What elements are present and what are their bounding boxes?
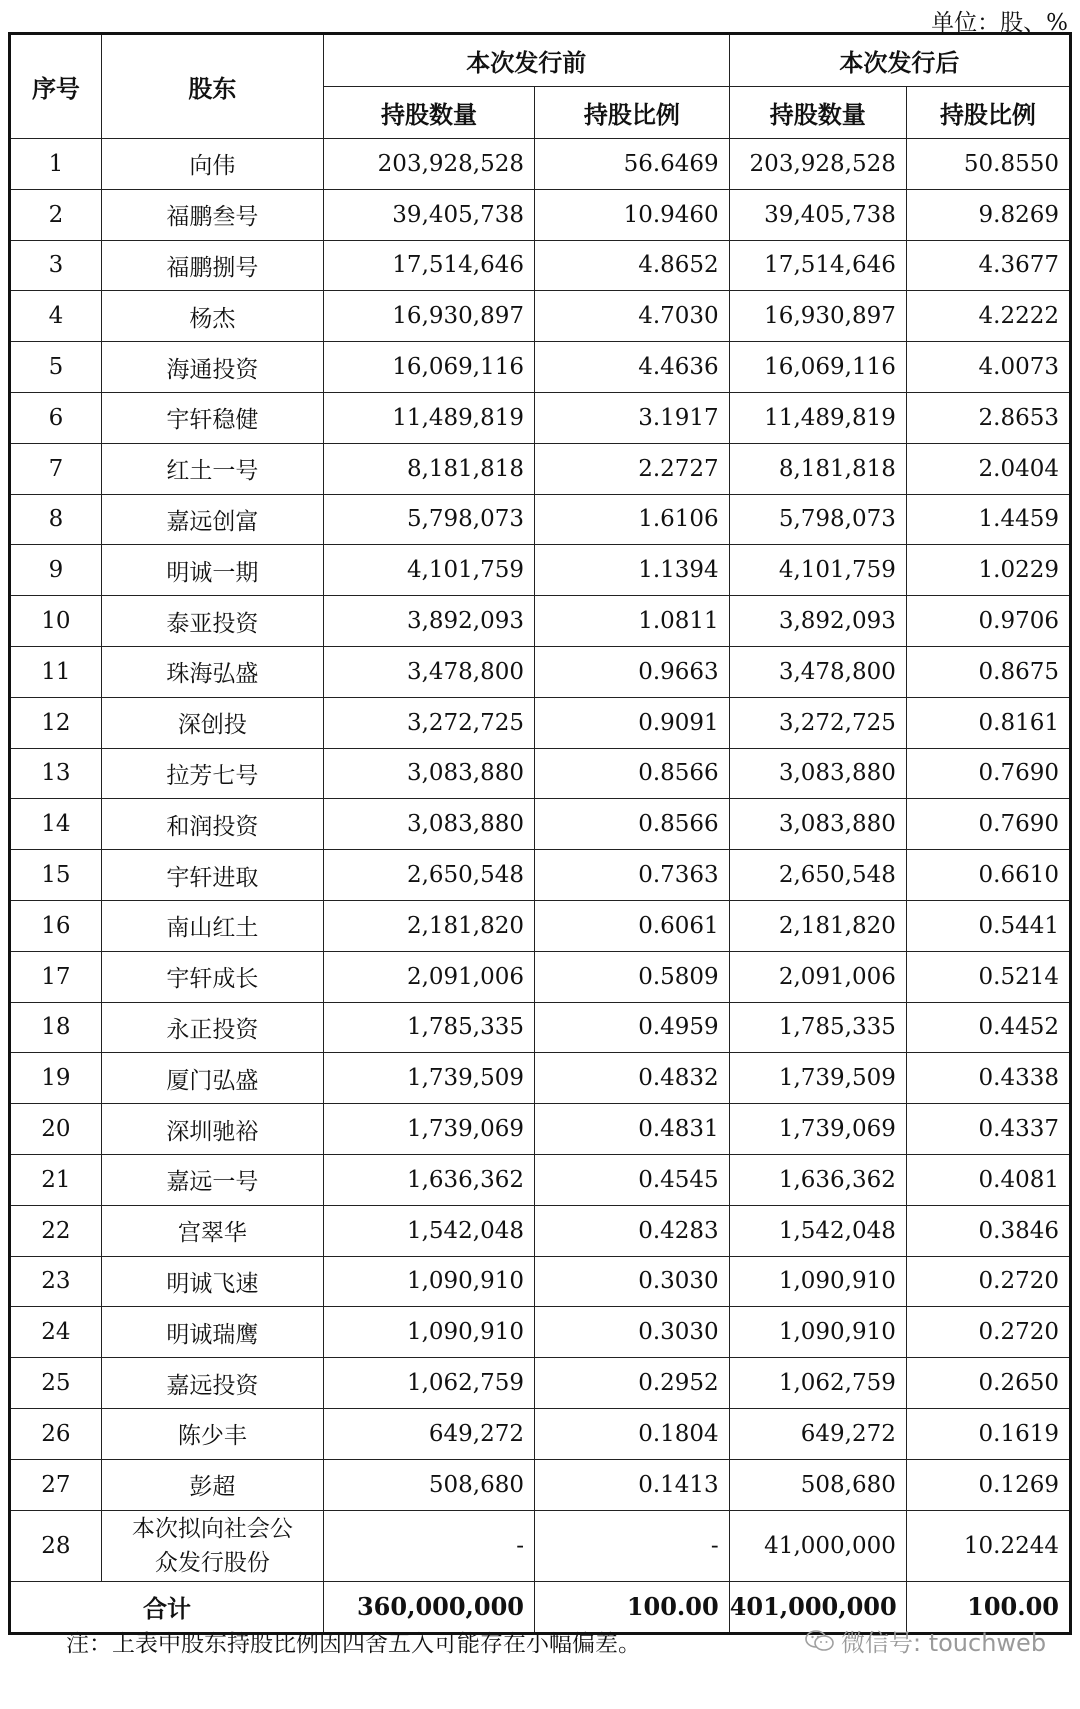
cell-no: 2 <box>10 189 102 240</box>
cell-after-shares: 41,000,000 <box>729 1510 906 1581</box>
table-row <box>10 1358 1071 1409</box>
cell-before-shares: 3,272,725 <box>323 697 534 748</box>
cell-before-shares: 1,785,335 <box>323 1002 534 1053</box>
cell-before-shares: 2,650,548 <box>323 850 534 901</box>
cell-holder: 明诚一期 <box>101 545 323 596</box>
cell-before-shares: 1,636,362 <box>323 1154 534 1205</box>
cell-after-shares: 1,090,910 <box>729 1307 906 1358</box>
cell-after-ratio: 0.3846 <box>906 1205 1070 1256</box>
footnote: 注：上表中股东持股比例因四舍五入可能存在小幅偏差。 <box>66 1631 641 1657</box>
table-row <box>10 342 1071 393</box>
cell-before-shares: 16,069,116 <box>323 342 534 393</box>
cell-after-ratio: 9.8269 <box>906 189 1070 240</box>
cell-before-ratio: 1.0811 <box>535 596 730 647</box>
cell-after-ratio: 4.0073 <box>906 342 1070 393</box>
cell-no: 12 <box>10 697 102 748</box>
table-row <box>10 139 1071 190</box>
cell-before-ratio: 1.6106 <box>535 494 730 545</box>
cell-after-shares: 1,636,362 <box>729 1154 906 1205</box>
table-row <box>10 392 1071 443</box>
cell-no: 9 <box>10 545 102 596</box>
cell-before-shares: 4,101,759 <box>323 545 534 596</box>
cell-before-shares: 1,739,069 <box>323 1104 534 1155</box>
cell-no: 26 <box>10 1408 102 1459</box>
cell-no: 22 <box>10 1205 102 1256</box>
cell-before-ratio: 1.1394 <box>535 545 730 596</box>
cell-after-shares: 2,091,006 <box>729 951 906 1002</box>
cell-before-shares: 508,680 <box>323 1459 534 1510</box>
cell-before-shares: 1,090,910 <box>323 1256 534 1307</box>
cell-after-shares: 8,181,818 <box>729 443 906 494</box>
cell-after-shares: 508,680 <box>729 1459 906 1510</box>
cell-no: 25 <box>10 1358 102 1409</box>
header-after-group: 本次发行后 <box>729 34 1070 87</box>
cell-before-shares: 203,928,528 <box>323 139 534 190</box>
cell-holder: 嘉远创富 <box>101 494 323 545</box>
cell-after-ratio: 0.5214 <box>906 951 1070 1002</box>
cell-before-ratio: 2.2727 <box>535 443 730 494</box>
cell-after-shares: 203,928,528 <box>729 139 906 190</box>
cell-before-ratio: 4.8652 <box>535 240 730 291</box>
cell-before-ratio: 0.4831 <box>535 1104 730 1155</box>
table-row <box>10 1205 1071 1256</box>
header-after-ratio: 持股比例 <box>906 87 1070 139</box>
cell-after-shares: 649,272 <box>729 1408 906 1459</box>
cell-before-shares: 1,090,910 <box>323 1307 534 1358</box>
cell-after-shares: 3,478,800 <box>729 646 906 697</box>
cell-before-ratio: 4.4636 <box>535 342 730 393</box>
total-before-shares: 360,000,000 <box>323 1581 534 1633</box>
wechat-icon <box>805 1629 835 1653</box>
total-before-ratio: 100.00 <box>535 1581 730 1633</box>
cell-before-ratio: 0.4832 <box>535 1053 730 1104</box>
cell-after-shares: 16,930,897 <box>729 291 906 342</box>
cell-after-shares: 1,062,759 <box>729 1358 906 1409</box>
cell-after-shares: 3,083,880 <box>729 799 906 850</box>
table-row <box>10 1002 1071 1053</box>
cell-holder: 明诚飞速 <box>101 1256 323 1307</box>
cell-holder: 陈少丰 <box>101 1408 323 1459</box>
cell-after-ratio: 0.4452 <box>906 1002 1070 1053</box>
cell-after-ratio: 0.8675 <box>906 646 1070 697</box>
total-label: 合计 <box>10 1581 324 1633</box>
cell-after-ratio: 1.0229 <box>906 545 1070 596</box>
cell-before-shares: 8,181,818 <box>323 443 534 494</box>
header-seq: 序号 <box>10 34 102 139</box>
cell-holder: 嘉远投资 <box>101 1358 323 1409</box>
cell-before-shares: 39,405,738 <box>323 189 534 240</box>
cell-before-ratio: 0.4545 <box>535 1154 730 1205</box>
header-before-group: 本次发行前 <box>323 34 729 87</box>
table-row-public-offering <box>10 1510 1071 1581</box>
cell-no: 5 <box>10 342 102 393</box>
cell-no: 19 <box>10 1053 102 1104</box>
cell-holder: 宇轩成长 <box>101 951 323 1002</box>
table-row <box>10 900 1071 951</box>
cell-before-ratio: - <box>535 1510 730 1581</box>
cell-after-shares: 3,083,880 <box>729 748 906 799</box>
cell-no: 6 <box>10 392 102 443</box>
cell-no: 21 <box>10 1154 102 1205</box>
cell-before-shares: 1,062,759 <box>323 1358 534 1409</box>
cell-before-shares: 3,892,093 <box>323 596 534 647</box>
cell-holder: 红土一号 <box>101 443 323 494</box>
cell-after-shares: 3,892,093 <box>729 596 906 647</box>
table-row <box>10 850 1071 901</box>
cell-holder: 珠海弘盛 <box>101 646 323 697</box>
cell-no: 1 <box>10 139 102 190</box>
cell-before-shares: 649,272 <box>323 1408 534 1459</box>
header-before-shares: 持股数量 <box>323 87 534 139</box>
cell-before-shares: 2,091,006 <box>323 951 534 1002</box>
cell-after-shares: 16,069,116 <box>729 342 906 393</box>
cell-before-ratio: 0.7363 <box>535 850 730 901</box>
cell-after-ratio: 2.8653 <box>906 392 1070 443</box>
cell-holder: 厦门弘盛 <box>101 1053 323 1104</box>
cell-no: 28 <box>10 1510 102 1581</box>
cell-no: 8 <box>10 494 102 545</box>
cell-after-ratio: 4.2222 <box>906 291 1070 342</box>
cell-after-shares: 1,542,048 <box>729 1205 906 1256</box>
cell-no: 18 <box>10 1002 102 1053</box>
cell-after-ratio: 0.5441 <box>906 900 1070 951</box>
table-row <box>10 1408 1071 1459</box>
cell-before-shares: 3,083,880 <box>323 799 534 850</box>
table-body <box>10 139 1071 1511</box>
cell-before-ratio: 56.6469 <box>535 139 730 190</box>
cell-before-ratio: 4.7030 <box>535 291 730 342</box>
header-after-shares: 持股数量 <box>729 87 906 139</box>
cell-after-ratio: 50.8550 <box>906 139 1070 190</box>
cell-after-ratio: 0.9706 <box>906 596 1070 647</box>
cell-before-ratio: 0.1413 <box>535 1459 730 1510</box>
table-row <box>10 951 1071 1002</box>
cell-before-shares: 3,478,800 <box>323 646 534 697</box>
cell-before-ratio: 0.4283 <box>535 1205 730 1256</box>
cell-no: 15 <box>10 850 102 901</box>
cell-before-ratio: 3.1917 <box>535 392 730 443</box>
table-row <box>10 799 1071 850</box>
cell-after-ratio: 0.1269 <box>906 1459 1070 1510</box>
table-row <box>10 189 1071 240</box>
total-after-ratio: 100.00 <box>906 1581 1070 1633</box>
cell-holder: 永正投资 <box>101 1002 323 1053</box>
table-row <box>10 1256 1071 1307</box>
cell-after-ratio: 2.0404 <box>906 443 1070 494</box>
table-row <box>10 443 1071 494</box>
cell-before-ratio: 0.2952 <box>535 1358 730 1409</box>
cell-no: 13 <box>10 748 102 799</box>
cell-no: 17 <box>10 951 102 1002</box>
cell-after-ratio: 0.7690 <box>906 799 1070 850</box>
cell-before-shares: 3,083,880 <box>323 748 534 799</box>
cell-holder: 拉芳七号 <box>101 748 323 799</box>
cell-after-shares: 11,489,819 <box>729 392 906 443</box>
cell-no: 7 <box>10 443 102 494</box>
cell-before-shares: 2,181,820 <box>323 900 534 951</box>
cell-holder: 嘉远一号 <box>101 1154 323 1205</box>
cell-before-shares: 5,798,073 <box>323 494 534 545</box>
cell-before-ratio: 0.4959 <box>535 1002 730 1053</box>
cell-after-shares: 1,739,509 <box>729 1053 906 1104</box>
table-row <box>10 1104 1071 1155</box>
cell-no: 14 <box>10 799 102 850</box>
cell-holder: 明诚瑞鹰 <box>101 1307 323 1358</box>
cell-after-shares: 1,090,910 <box>729 1256 906 1307</box>
cell-holder: 深创投 <box>101 697 323 748</box>
cell-no: 11 <box>10 646 102 697</box>
cell-after-shares: 4,101,759 <box>729 545 906 596</box>
cell-no: 24 <box>10 1307 102 1358</box>
table-row <box>10 646 1071 697</box>
cell-holder: 宇轩稳健 <box>101 392 323 443</box>
watermark-text: 微信号: touchweb <box>841 1629 1047 1657</box>
cell-no: 16 <box>10 900 102 951</box>
cell-holder <box>101 1510 323 1581</box>
cell-after-shares: 2,181,820 <box>729 900 906 951</box>
table-row <box>10 291 1071 342</box>
cell-after-ratio: 0.2650 <box>906 1358 1070 1409</box>
cell-after-ratio: 0.4081 <box>906 1154 1070 1205</box>
cell-holder: 宫翠华 <box>101 1205 323 1256</box>
table-row <box>10 596 1071 647</box>
cell-holder: 南山红土 <box>101 900 323 951</box>
cell-after-shares: 1,739,069 <box>729 1104 906 1155</box>
cell-no: 4 <box>10 291 102 342</box>
cell-after-ratio: 10.2244 <box>906 1510 1070 1581</box>
cell-after-ratio: 0.2720 <box>906 1307 1070 1358</box>
cell-holder: 福鹏叁号 <box>101 189 323 240</box>
cell-after-ratio: 0.8161 <box>906 697 1070 748</box>
cell-before-shares: 11,489,819 <box>323 392 534 443</box>
table-row <box>10 697 1071 748</box>
holder-line-2: 众发行股份 <box>154 1549 270 1576</box>
cell-after-shares: 5,798,073 <box>729 494 906 545</box>
cell-holder: 向伟 <box>101 139 323 190</box>
cell-before-shares: 17,514,646 <box>323 240 534 291</box>
cell-after-shares: 2,650,548 <box>729 850 906 901</box>
cell-holder: 彭超 <box>101 1459 323 1510</box>
table-row <box>10 494 1071 545</box>
watermark <box>805 1623 1046 1658</box>
table-row <box>10 1307 1071 1358</box>
cell-before-shares: - <box>323 1510 534 1581</box>
cell-holder: 福鹏捌号 <box>101 240 323 291</box>
cell-holder: 杨杰 <box>101 291 323 342</box>
table-row <box>10 1459 1071 1510</box>
cell-after-ratio: 0.1619 <box>906 1408 1070 1459</box>
total-after-shares: 401,000,000 <box>729 1581 906 1633</box>
cell-no: 23 <box>10 1256 102 1307</box>
cell-after-shares: 17,514,646 <box>729 240 906 291</box>
table-row <box>10 545 1071 596</box>
cell-before-ratio: 0.9663 <box>535 646 730 697</box>
header-holder: 股东 <box>101 34 323 139</box>
unit-label: 单位：股、% <box>931 10 1068 36</box>
table-row <box>10 1053 1071 1104</box>
cell-after-ratio: 0.4337 <box>906 1104 1070 1155</box>
cell-before-ratio: 10.9460 <box>535 189 730 240</box>
cell-after-shares: 3,272,725 <box>729 697 906 748</box>
cell-before-ratio: 0.8566 <box>535 748 730 799</box>
cell-after-ratio: 0.2720 <box>906 1256 1070 1307</box>
cell-after-ratio: 0.7690 <box>906 748 1070 799</box>
cell-before-ratio: 0.8566 <box>535 799 730 850</box>
cell-after-shares: 1,785,335 <box>729 1002 906 1053</box>
cell-no: 27 <box>10 1459 102 1510</box>
cell-holder: 和润投资 <box>101 799 323 850</box>
cell-before-ratio: 0.1804 <box>535 1408 730 1459</box>
cell-no: 10 <box>10 596 102 647</box>
cell-before-ratio: 0.3030 <box>535 1256 730 1307</box>
holder-line-1: 本次拟向社会公 <box>131 1515 293 1542</box>
cell-before-shares: 1,739,509 <box>323 1053 534 1104</box>
cell-no: 20 <box>10 1104 102 1155</box>
cell-holder: 宇轩进取 <box>101 850 323 901</box>
cell-before-ratio: 0.9091 <box>535 697 730 748</box>
cell-after-ratio: 1.4459 <box>906 494 1070 545</box>
cell-before-ratio: 0.3030 <box>535 1307 730 1358</box>
cell-after-ratio: 4.3677 <box>906 240 1070 291</box>
cell-after-ratio: 0.4338 <box>906 1053 1070 1104</box>
cell-holder: 泰亚投资 <box>101 596 323 647</box>
table-row <box>10 240 1071 291</box>
cell-no: 3 <box>10 240 102 291</box>
table-row <box>10 748 1071 799</box>
cell-after-ratio: 0.6610 <box>906 850 1070 901</box>
table-row <box>10 1154 1071 1205</box>
cell-after-shares: 39,405,738 <box>729 189 906 240</box>
cell-holder: 海通投资 <box>101 342 323 393</box>
cell-holder: 深圳驰裕 <box>101 1104 323 1155</box>
cell-before-shares: 16,930,897 <box>323 291 534 342</box>
cell-before-ratio: 0.6061 <box>535 900 730 951</box>
cell-before-ratio: 0.5809 <box>535 951 730 1002</box>
shareholding-table <box>8 32 1072 1635</box>
header-before-ratio: 持股比例 <box>535 87 730 139</box>
cell-before-shares: 1,542,048 <box>323 1205 534 1256</box>
